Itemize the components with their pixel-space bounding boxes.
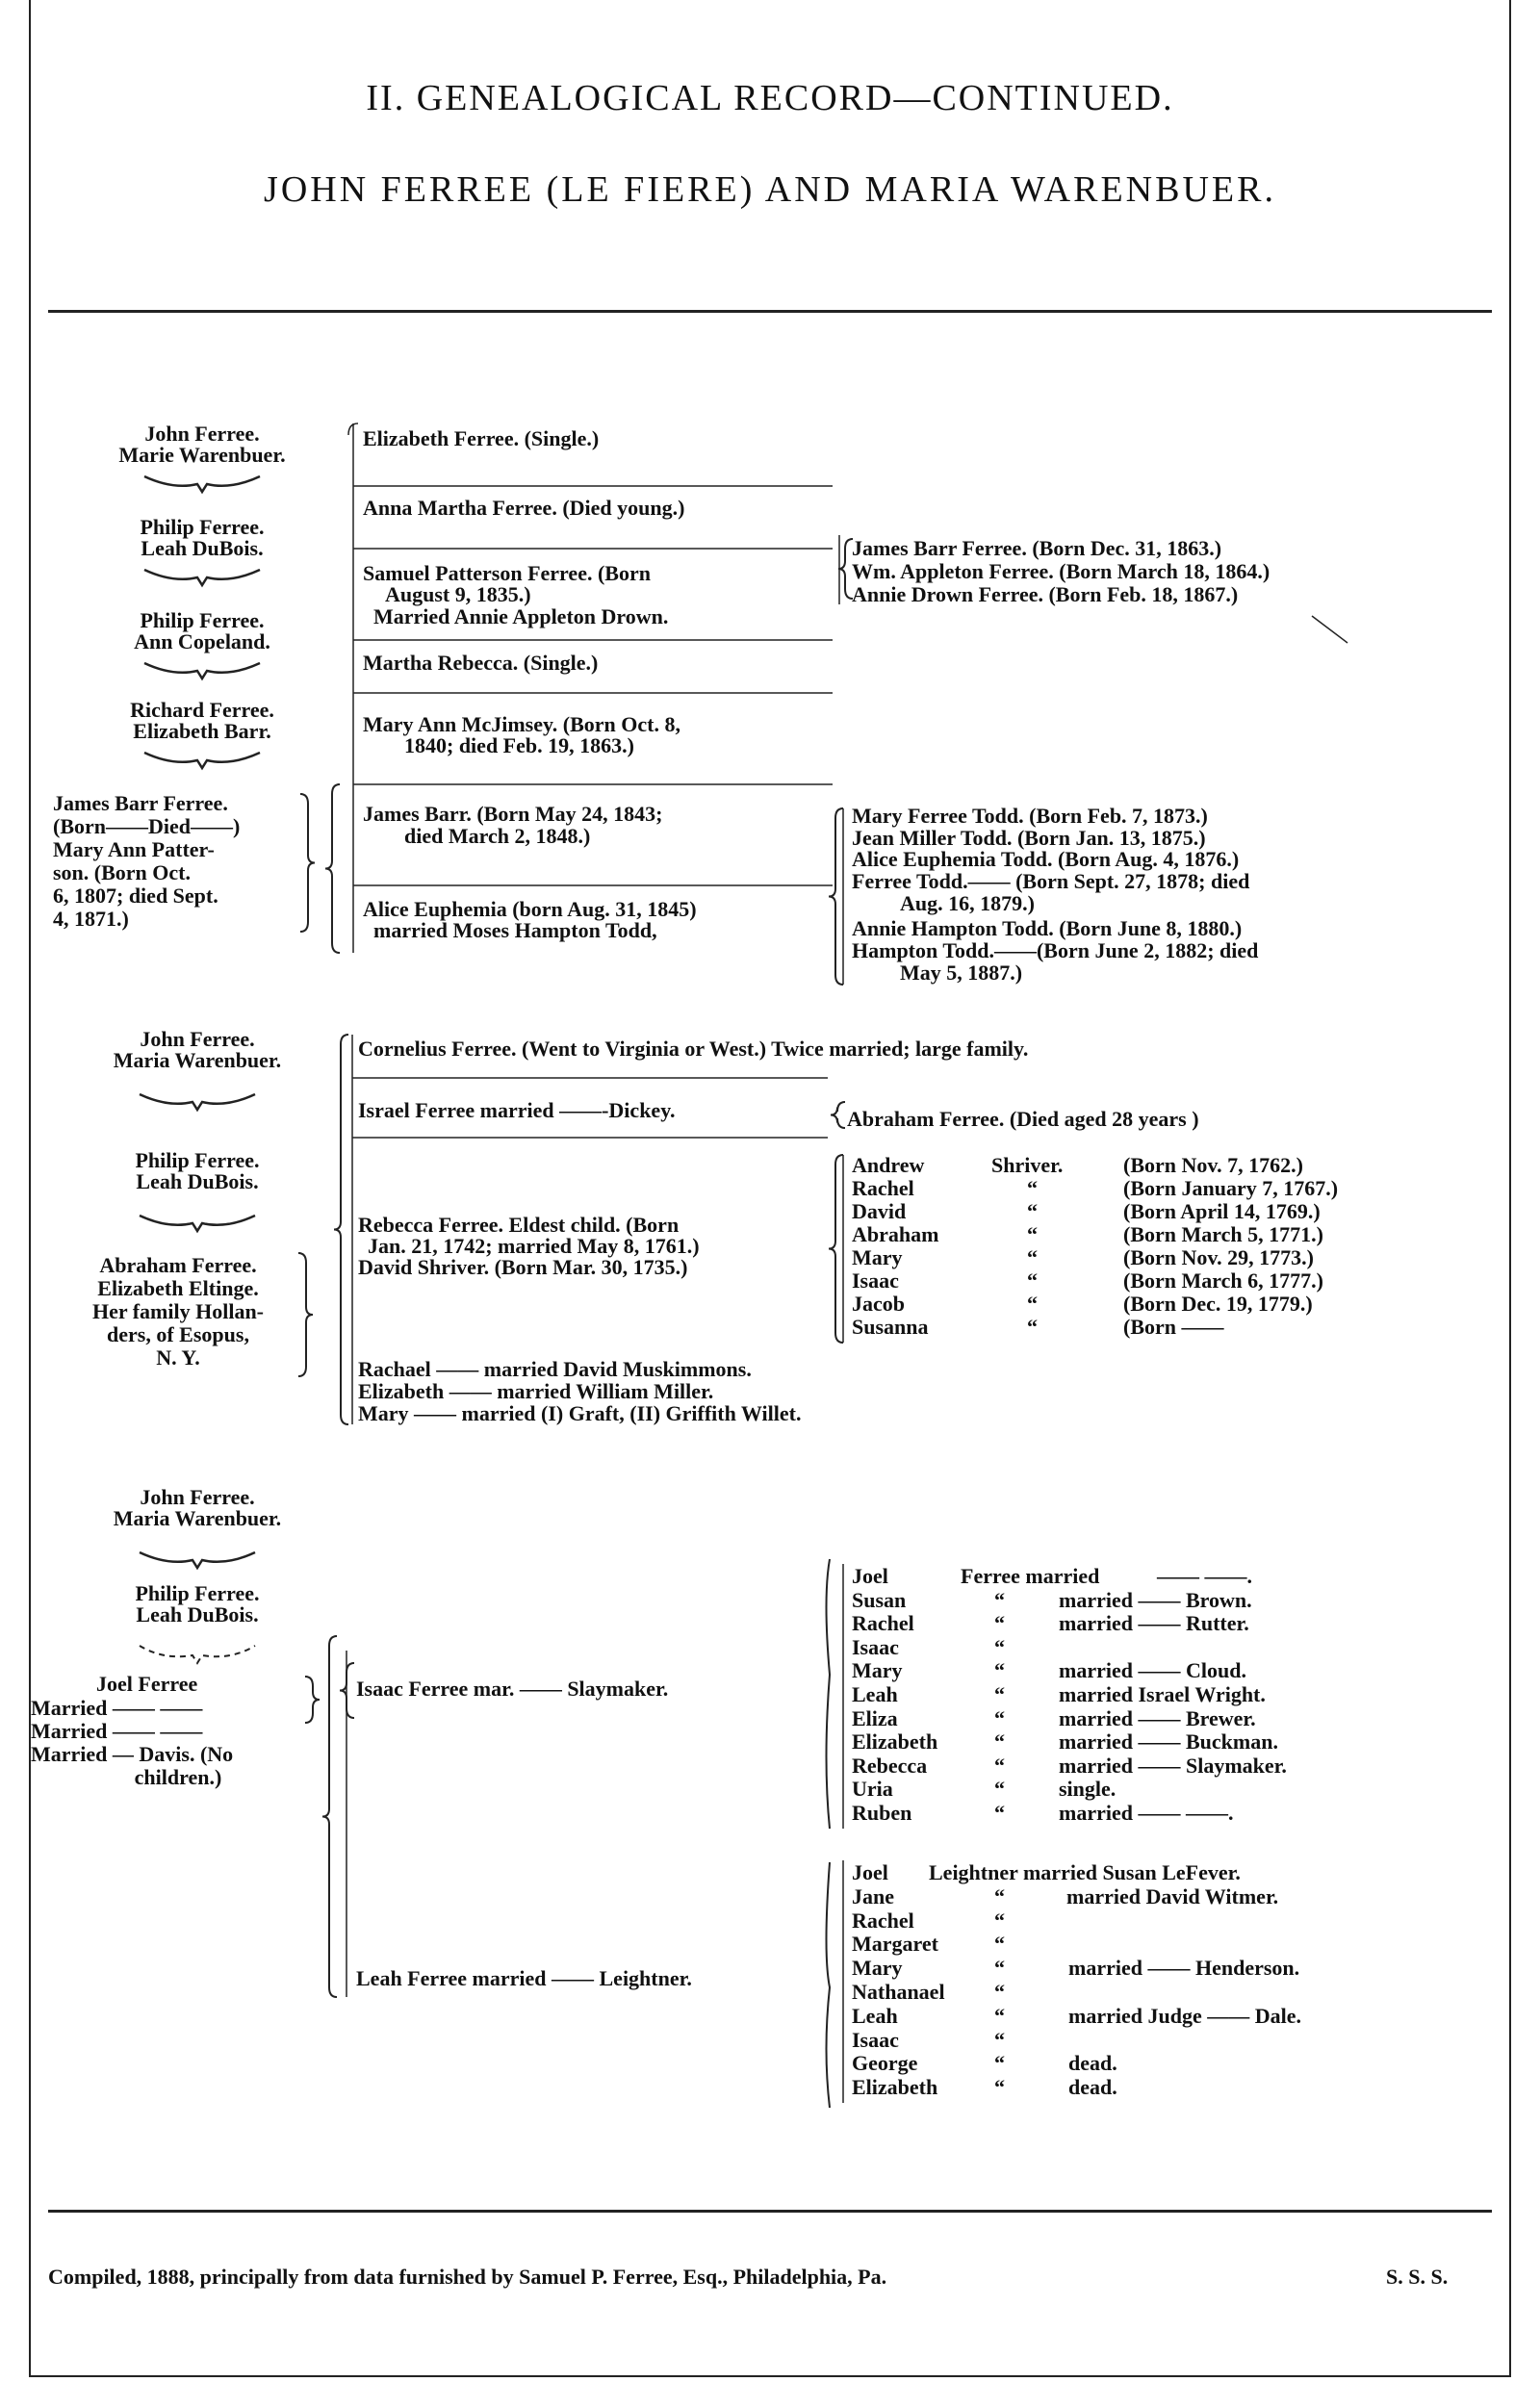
isaac-child-ditto: “: [994, 1729, 1005, 1754]
shriver-birth: (Born January 7, 1767.): [1123, 1176, 1339, 1200]
isaac-child-name: Ruben: [852, 1801, 912, 1825]
isaac-child-note: married —— Rutter.: [1059, 1611, 1249, 1636]
page-subtitle: JOHN FERREE (LE FIERE) AND MARIA WARENBUER.: [264, 169, 1276, 210]
child-entry: 1840; died Feb. 19, 1863.): [404, 733, 634, 757]
lineage-spouse: Elizabeth Barr.: [133, 719, 271, 743]
grandchild-entry: Jean Miller Todd. (Born Jan. 13, 1875.): [852, 826, 1206, 850]
isaac-child-name: Susan: [852, 1587, 907, 1612]
leah-child-name: Jane: [852, 1883, 894, 1908]
ancestor-line: ders, of Esopus,: [107, 1322, 249, 1346]
isaac-child-name: Eliza: [852, 1705, 898, 1730]
leah-child-note: married Judge —— Dale.: [1068, 2003, 1301, 2028]
isaac-child-name: Mary: [852, 1658, 903, 1683]
leah-child-name: Elizabeth: [852, 2075, 938, 2100]
child-entry: Jan. 21, 1742; married May 8, 1761.): [368, 1234, 700, 1258]
leah-child-note: married David Witmer.: [1066, 1883, 1279, 1908]
shriver-surname: “: [1027, 1199, 1038, 1223]
leah-child-name: Margaret: [852, 1932, 938, 1957]
ancestor-line: N. Y.: [156, 1345, 200, 1370]
shriver-surname: “: [1027, 1315, 1038, 1339]
child-entry: Mary Ann McJimsey. (Born Oct. 8,: [363, 712, 680, 736]
isaac-child-name: Joel: [852, 1564, 888, 1588]
isaac-child-note: —— ——.: [1157, 1564, 1252, 1588]
ancestor-line: Elizabeth Eltinge.: [97, 1276, 259, 1300]
footer-rule: [48, 2210, 1492, 2213]
child-entry: David Shriver. (Born Mar. 30, 1735.): [358, 1255, 688, 1279]
child-entry: Elizabeth —— married William Miller.: [358, 1379, 714, 1403]
header-rule: [48, 310, 1492, 313]
child-entry: Alice Euphemia (born Aug. 31, 1845): [363, 897, 697, 921]
isaac-child-note: married Israel Wright.: [1059, 1682, 1266, 1706]
shriver-surname: Shriver.: [991, 1153, 1064, 1177]
grandchild-entry: Hampton Todd.——(Born June 2, 1882; died: [852, 938, 1259, 962]
grandchild-entry: Annie Hampton Todd. (Born June 8, 1880.): [852, 916, 1243, 940]
leah-child-ditto: “: [994, 2027, 1005, 2052]
child-entry: Married Annie Appleton Drown.: [373, 604, 669, 628]
lineage-name: John Ferree.: [140, 1027, 255, 1051]
leah-child-ditto: “: [994, 1980, 1005, 2004]
leah-child-ditto: “: [994, 1932, 1005, 1957]
ancestor-line: Mary Ann Patter-: [53, 837, 215, 861]
ancestor-line: Married —— ——: [31, 1696, 203, 1720]
isaac-child-ditto: “: [994, 1611, 1005, 1636]
leah-child-note: dead.: [1068, 2051, 1117, 2076]
grandchild-entry: Mary Ferree Todd. (Born Feb. 7, 1873.): [852, 804, 1208, 828]
leah-child-ditto: “: [994, 2075, 1005, 2100]
shriver-child-name: Isaac: [852, 1268, 899, 1293]
leah-child-name: Joel: [852, 1860, 888, 1884]
leah-child-name: Isaac: [852, 2027, 899, 2052]
isaac-child-ditto: “: [994, 1682, 1005, 1706]
lineage-name: John Ferree.: [140, 1485, 255, 1509]
leah-child-ditto: “: [994, 1956, 1005, 1981]
child-entry: died March 2, 1848.): [404, 824, 591, 848]
isaac-child-name: Elizabeth: [852, 1729, 938, 1754]
grandchild-entry: Wm. Appleton Ferree. (Born March 18, 1864.): [852, 559, 1270, 583]
shriver-surname: “: [1027, 1245, 1038, 1269]
isaac-child-name: Uria: [852, 1777, 893, 1802]
child-entry: James Barr. (Born May 24, 1843;: [363, 802, 663, 826]
page-title: II. GENEALOGICAL RECORD—CONTINUED.: [366, 78, 1174, 118]
isaac-child-name: Leah: [852, 1682, 898, 1706]
child-entry: Samuel Patterson Ferree. (Born: [363, 561, 651, 585]
isaac-child-note: single.: [1059, 1777, 1116, 1802]
ancestor-line: son. (Born Oct.: [53, 860, 191, 884]
shriver-birth: (Born April 14, 1769.): [1123, 1199, 1321, 1223]
ancestor-line: (Born——Died——): [53, 814, 241, 838]
grandchild-entry: James Barr Ferree. (Born Dec. 31, 1863.): [852, 536, 1222, 560]
child-entry: Mary —— married (I) Graft, (II) Griffith Willet.: [358, 1401, 802, 1425]
shriver-birth: (Born Nov. 7, 1762.): [1123, 1153, 1303, 1177]
isaac-child-name: Rachel: [852, 1611, 914, 1636]
isaac-child-name: Isaac: [852, 1634, 899, 1659]
grandchild-entry: Annie Drown Ferree. (Born Feb. 18, 1867.): [852, 582, 1239, 606]
isaac-child-ditto: “: [994, 1634, 1005, 1659]
shriver-child-name: Abraham: [852, 1222, 939, 1246]
lineage-spouse: Leah DuBois.: [136, 1602, 259, 1626]
child-entry: married Moses Hampton Todd,: [373, 918, 657, 942]
lineage-name: Philip Ferree.: [135, 1581, 260, 1605]
shriver-child-name: Andrew: [852, 1153, 925, 1177]
ancestor-line: children.): [134, 1765, 222, 1789]
shriver-surname: “: [1027, 1292, 1038, 1316]
leah-child-name: Rachel: [852, 1908, 914, 1933]
child-entry: Rachael —— married David Muskimmons.: [358, 1357, 752, 1381]
shriver-child-name: Rachel: [852, 1176, 914, 1200]
isaac-child-note: married —— Brown.: [1059, 1587, 1252, 1612]
leah-child-name: George: [852, 2051, 918, 2076]
footer-initials: S. S. S.: [1386, 2265, 1449, 2289]
lineage-name: Philip Ferree.: [135, 1148, 260, 1172]
shriver-surname: “: [1027, 1222, 1038, 1246]
footer-note: Compiled, 1888, principally from data furnished by Samuel P. Ferree, Esq., Philadelphia, Pa.: [48, 2265, 887, 2289]
grandchild-entry: May 5, 1887.): [900, 960, 1023, 985]
child-entry: Martha Rebecca. (Single.): [363, 651, 599, 675]
child-entry: Rebecca Ferree. Eldest child. (Born: [358, 1213, 680, 1237]
ancestor-line: 6, 1807; died Sept.: [53, 884, 218, 908]
ancestor-line: Joel Ferree: [96, 1672, 198, 1696]
isaac-child-ditto: “: [994, 1705, 1005, 1730]
child-entry: Anna Martha Ferree. (Died young.): [363, 496, 685, 520]
leah-child-ditto: “: [994, 1908, 1005, 1933]
lineage-spouse: Marie Warenbuer.: [118, 443, 286, 467]
child-entry: August 9, 1835.): [385, 582, 531, 606]
isaac-child-note: married —— Brewer.: [1059, 1705, 1256, 1730]
leah-child-ditto: “: [994, 2051, 1005, 2076]
leah-child-ditto: “: [994, 1883, 1005, 1908]
isaac-child-note: married —— Cloud.: [1059, 1658, 1246, 1683]
shriver-birth: (Born ——: [1123, 1315, 1224, 1339]
leah-child-note: married —— Henderson.: [1068, 1956, 1300, 1981]
child-entry: Elizabeth Ferree. (Single.): [363, 426, 600, 450]
grandchild-entry: Aug. 16, 1879.): [900, 891, 1035, 915]
isaac-child-note: married —— Buckman.: [1059, 1729, 1278, 1754]
leah-child-name: Leah: [852, 2003, 898, 2028]
isaac-child-surname: Ferree married: [961, 1564, 1100, 1588]
isaac-child-note: married —— ——.: [1059, 1801, 1234, 1825]
shriver-child-name: Mary: [852, 1245, 903, 1269]
shriver-birth: (Born March 6, 1777.): [1123, 1268, 1323, 1293]
grandchild-entry: Alice Euphemia Todd. (Born Aug. 4, 1876.): [852, 847, 1240, 871]
ancestor-line: 4, 1871.): [53, 907, 129, 931]
shriver-surname: “: [1027, 1268, 1038, 1293]
isaac-child-ditto: “: [994, 1753, 1005, 1778]
grandchild-entry: Ferree Todd.—— (Born Sept. 27, 1878; died: [852, 869, 1250, 893]
child-entry: Israel Ferree married ——-Dickey.: [358, 1098, 676, 1122]
lineage-name: Philip Ferree.: [140, 608, 265, 632]
isaac-child-name: Rebecca: [852, 1753, 928, 1778]
lineage-spouse: Leah DuBois.: [136, 1169, 259, 1193]
israel-child: Abraham Ferree. (Died aged 28 years ): [847, 1107, 1199, 1131]
leah-ferree-line: Leah Ferree married —— Leightner.: [356, 1966, 692, 1990]
child-entry: Cornelius Ferree. (Went to Virginia or West.) Twice married; large family.: [358, 1037, 1029, 1061]
isaac-child-ditto: “: [994, 1777, 1005, 1802]
lineage-name: Richard Ferree.: [130, 698, 274, 722]
lineage-name: John Ferree.: [144, 422, 260, 446]
ancestor-line: Abraham Ferree.: [99, 1253, 257, 1277]
isaac-child-ditto: “: [994, 1801, 1005, 1825]
lineage-spouse: Ann Copeland.: [134, 629, 270, 653]
shriver-child-name: Jacob: [852, 1292, 905, 1316]
lineage-name: Philip Ferree.: [140, 515, 265, 539]
lineage-spouse: Maria Warenbuer.: [113, 1506, 282, 1530]
ancestor-line: James Barr Ferree.: [53, 791, 228, 815]
shriver-surname: “: [1027, 1176, 1038, 1200]
shriver-child-name: David: [852, 1199, 907, 1223]
shriver-birth: (Born March 5, 1771.): [1123, 1222, 1323, 1246]
lineage-spouse: Leah DuBois.: [141, 536, 264, 560]
ancestor-line: Married —— ——: [31, 1719, 203, 1743]
leah-child-note: dead.: [1068, 2075, 1117, 2100]
lineage-spouse: Maria Warenbuer.: [113, 1048, 282, 1072]
leah-child-ditto: “: [994, 2003, 1005, 2028]
ancestor-line: Married — Davis. (No: [31, 1742, 234, 1766]
isaac-ferree-line: Isaac Ferree mar. —— Slaymaker.: [356, 1677, 669, 1701]
leah-child-name: Mary: [852, 1956, 903, 1981]
shriver-birth: (Born Dec. 19, 1779.): [1123, 1292, 1313, 1316]
leah-child-surname: Leightner married Susan LeFever.: [929, 1860, 1241, 1884]
shriver-birth: (Born Nov. 29, 1773.): [1123, 1245, 1314, 1269]
isaac-child-note: married —— Slaymaker.: [1059, 1753, 1287, 1778]
shriver-child-name: Susanna: [852, 1315, 929, 1339]
ancestor-line: Her family Hollan-: [91, 1299, 265, 1323]
leah-child-name: Nathanael: [852, 1980, 945, 2004]
isaac-child-ditto: “: [994, 1658, 1005, 1683]
isaac-child-ditto: “: [994, 1587, 1005, 1612]
